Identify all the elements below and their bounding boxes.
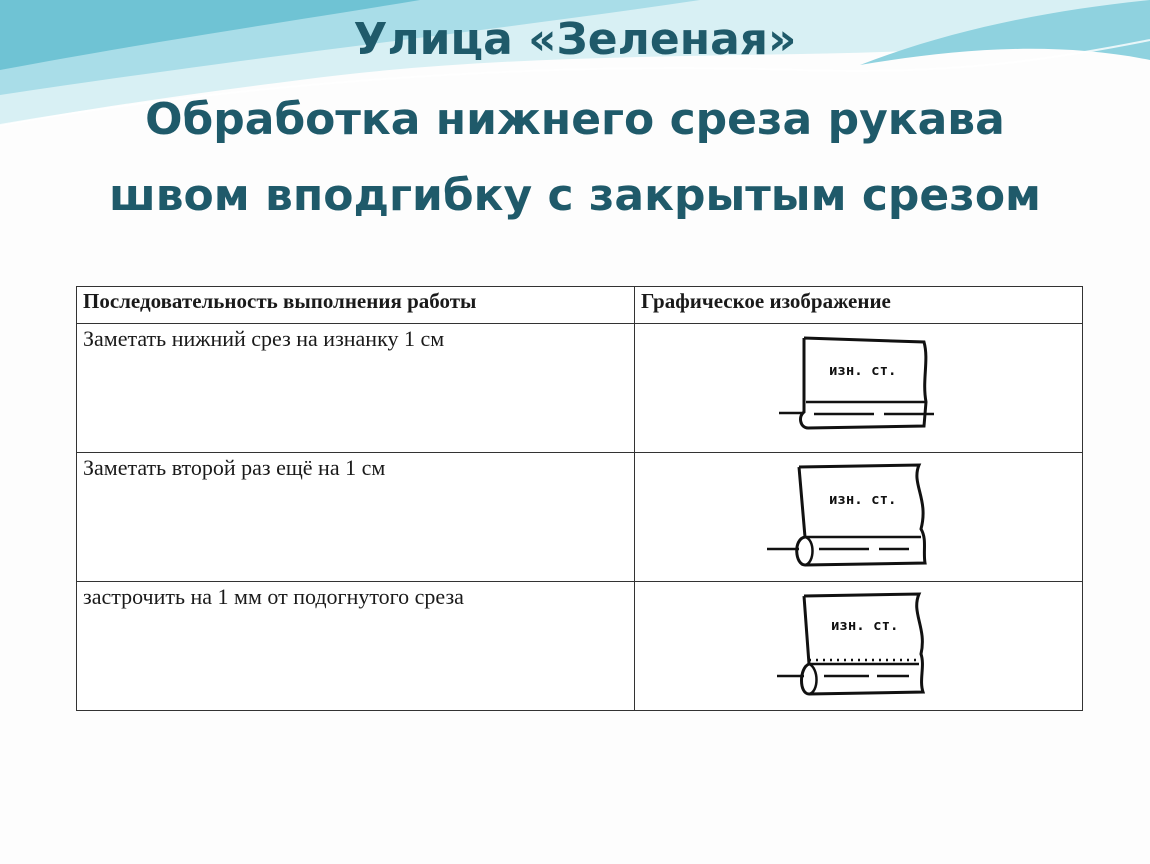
title-line-3: швом вподгибку с закрытым срезом <box>108 170 1042 221</box>
figure-label: изн. ст. <box>830 618 898 634</box>
step-text: застрочить на 1 мм от подогнутого среза <box>77 582 635 711</box>
table-row <box>77 453 1083 582</box>
step-figure-cell <box>635 453 1083 582</box>
table-header-row <box>77 287 1083 324</box>
column-header-graphic: Графическое изображение <box>635 287 1083 324</box>
sleeve-hem-figure-3 <box>769 588 949 703</box>
table-row <box>77 582 1083 711</box>
sleeve-hem-figure-2 <box>759 459 959 574</box>
column-header-sequence: Последовательность выполнения работы <box>77 287 635 324</box>
steps-table <box>76 286 1083 711</box>
step-text: Заметать нижний срез на изнанку 1 см <box>77 324 635 453</box>
sleeve-hem-figure-1 <box>774 330 944 440</box>
table-row <box>77 324 1083 453</box>
title-line-1: Улица «Зеленая» <box>353 14 797 65</box>
title-line-2: Обработка нижнего среза рукава <box>145 94 1005 145</box>
figure-label: изн. ст. <box>828 492 896 508</box>
step-figure-cell <box>635 582 1083 711</box>
step-text: Заметать второй раз ещё на 1 см <box>77 453 635 582</box>
figure-label: изн. ст. <box>828 363 896 379</box>
step-figure-cell <box>635 324 1083 453</box>
